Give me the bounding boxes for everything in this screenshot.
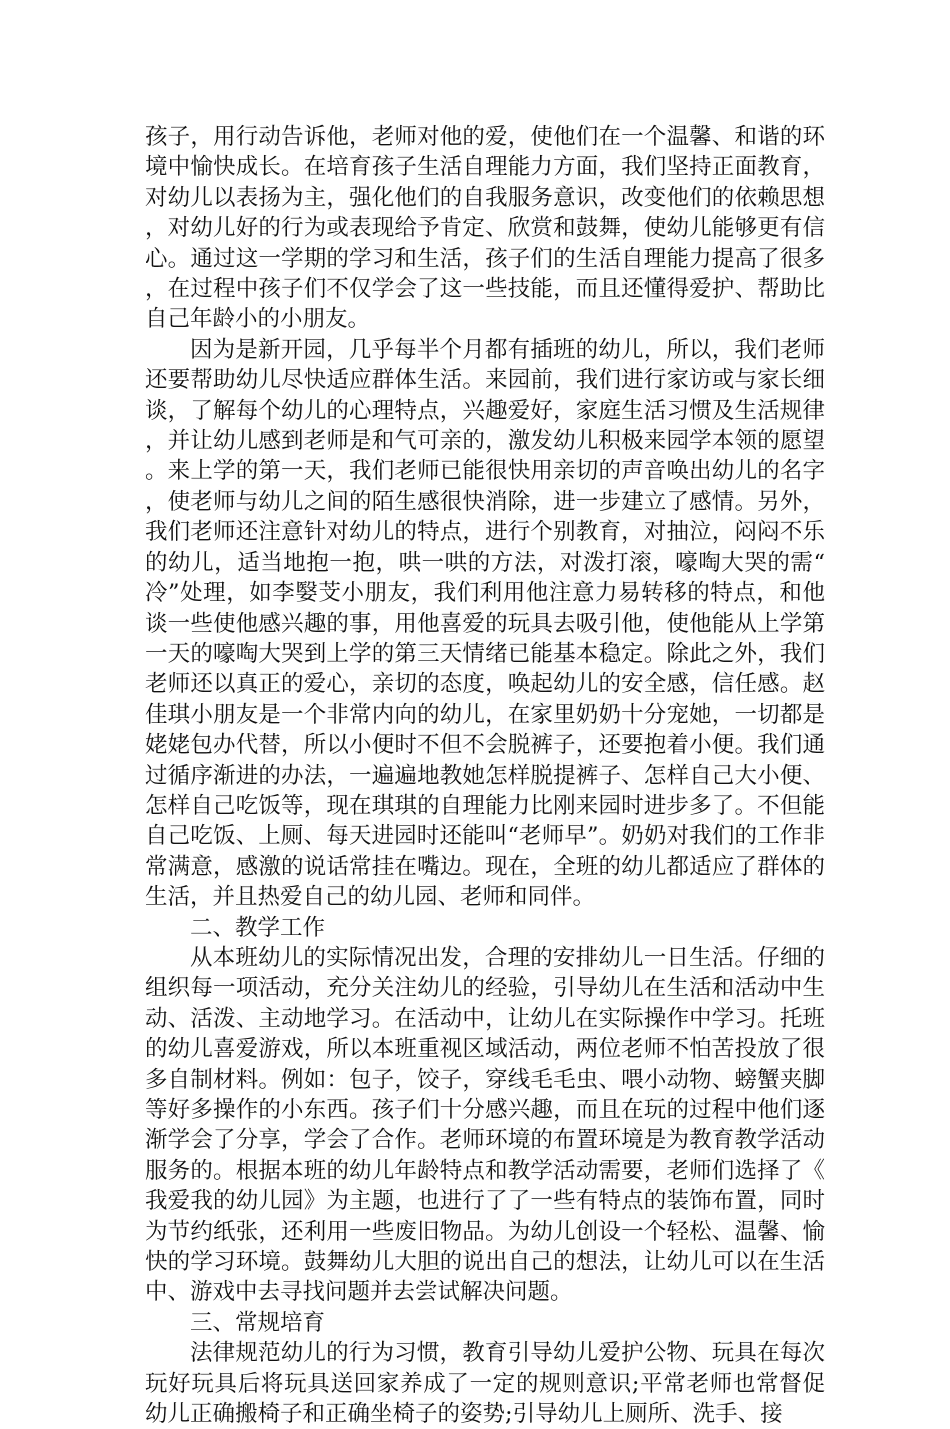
document-page [145, 122, 825, 1429]
paragraph-teaching: 从本班幼儿的实际情况出发，合理的安排幼儿一日生活。仔细的组织每一项活动，充分关注幼儿的经验，引导幼儿在生活和活动中生动、活泼、主动地学习。在活动中，让幼儿在实际操作中学习。托班的幼儿喜爱游戏，所以本班重视区域活动，两位老师不怕苦投放了很多自制材料。例如：包子，饺子，穿线毛毛虫、喂小动物、螃蟹夹脚等好多操作的小东西。孩子们十分感兴趣，而且在玩的过程中他们逐渐学会了分享，学会了合作。老师环境的布置环境是为教育教学活动服务的。根据本班的幼儿年龄特点和教学活动需要，老师们选择了《我爱我的幼儿园》为主题，也进行了了一些有特点的装饰布置，同时为节约纸张，还利用一些废旧物品。为幼儿创设一个轻松、温馨、愉快的学习环境。鼓舞幼儿大胆的说出自己的想法，让幼儿可以在生活中、游戏中去寻找问题并去尝试解决问题。 [145, 944, 825, 1306]
paragraph-routine: 法律规范幼儿的行为习惯，教育引导幼儿爱护公物、玩具在每次玩好玩具后将玩具送回家养成了一定的规则意识;平常老师也常督促幼儿正确搬椅子和正确坐椅子的姿势;引导幼儿上厕所、洗手、接 [145, 1340, 825, 1428]
section-heading-teaching: 二、教学工作 [190, 914, 326, 941]
section-heading-routine: 三、常规培育 [190, 1309, 326, 1336]
paragraph-continuation: 孩子，用行动告诉他，老师对他的爱，使他们在一个温馨、和谐的环境中愉快成长。在培育孩子生活自理能力方面，我们坚持正面教育，对幼儿以表扬为主，强化他们的自我服务意识，改变他们的依赖思想，对幼儿好的行为或表现给予肯定、欣赏和鼓舞，使幼儿能够更有信心。通过这一学期的学习和生活，孩子们的生活自理能力提高了很多，在过程中孩子们不仅学会了这一些技能，而且还懂得爱护、帮助比自己年龄小的小朋友。 [145, 124, 825, 333]
paragraph-adaptation: 因为是新开园，几乎每半个月都有插班的幼儿，所以，我们老师还要帮助幼儿尽快适应群体生活。来园前，我们进行家访或与家长细谈，了解每个幼儿的心理特点，兴趣爱好，家庭生活习惯及生活规律，并让幼儿感到老师是和气可亲的，激发幼儿积极来园学本领的愿望。来上学的第一天，我们老师已能很快用亲切的声音唤出幼儿的名字，使老师与幼儿之间的陌生感很快消除，进一步建立了感情。另外，我们老师还注意针对幼儿的特点，进行个别教育，对抽泣，闷闷不乐的幼儿，适当地抱一抱，哄一哄的方法，对泼打滚，嚎啕大哭的需“冷”处理，如李嫛芠小朋友，我们利用他注意力易转移的特点，和他谈一些使他感兴趣的事，用他喜爱的玩具去吸引他，使他能从上学第一天的嚎啕大哭到上学的第三天情绪已能基本稳定。除此之外，我们老师还以真正的爱心，亲切的态度，唤起幼儿的安全感，信任感。赵佳琪小朋友是一个非常内向的幼儿，在家里奶奶十分宠她，一切都是姥姥包办代替，所以小便时不但不会脱裤子，还要抱着小便。我们通过循序渐进的办法，一遍遍地教她怎样脱提裤子、怎样自己大小便、怎样自己吃饭等，现在琪琪的自理能力比刚来园时进步多了。不但能自己吃饭、上厕、每天进园时还能叫“老师早”。奶奶对我们的工作非常满意，感激的说话常挂在嘴边。现在，全班的幼儿都适应了群体的生活，并且热爱自己的幼儿园、老师和同伴。 [145, 336, 825, 911]
